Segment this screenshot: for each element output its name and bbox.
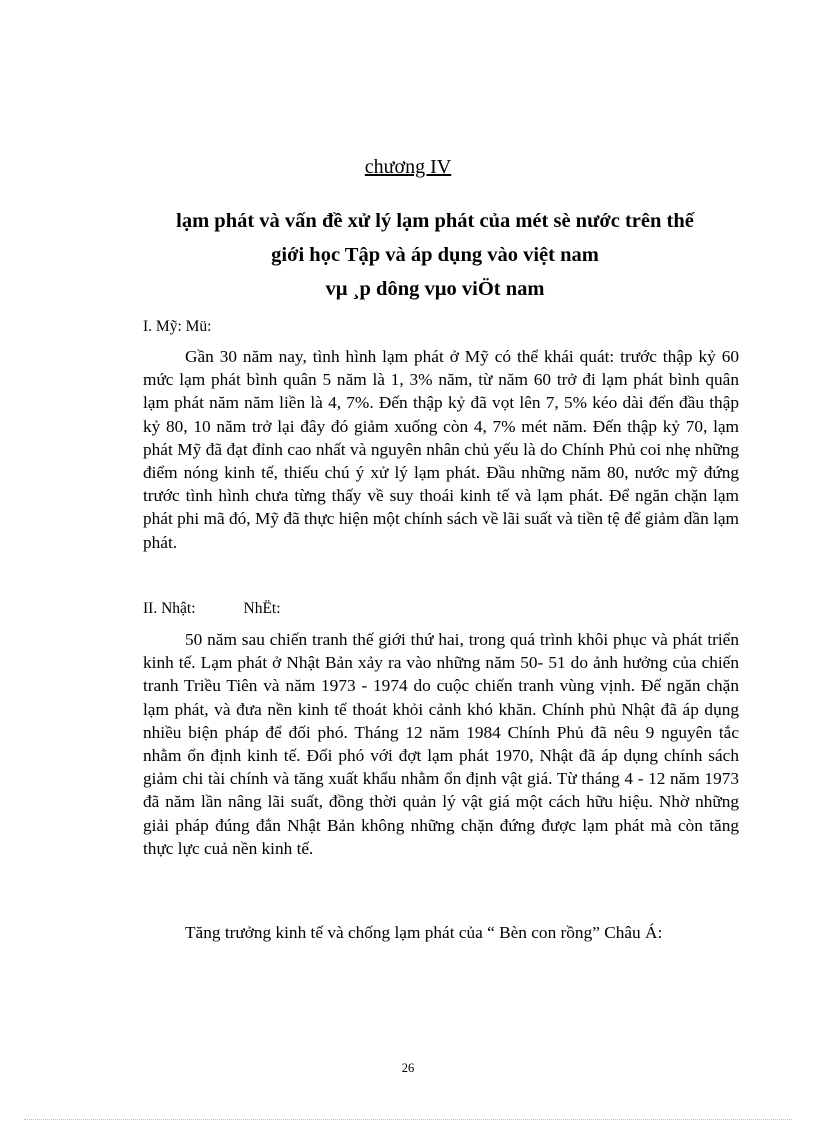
section-heading-usa — [143, 318, 211, 336]
paragraph-asian-dragons: Tăng trưởng kinh tế và chống lạm phát của “ Bèn con rồng” Châu Á: — [185, 923, 663, 942]
section-heading-label: II. Nhật: — [143, 600, 196, 617]
page-bottom-divider — [24, 1119, 792, 1120]
paragraph-japan: 50 năm sau chiến tranh thế giới thứ hai, trong quá trình khôi phục và phát triển kinh tế. Lạm phát ở Nhật Bản xảy ra vào những năm 50- 51 do ảnh hưởng của chiến tranh Triều Tiên và năm 1973 - 1974 do cuộc chiến tranh vùng vịnh. Để ngăn chặn lạm phát, và đưa nền kinh tế thoát khỏi cảnh khó khăn. Chính phủ Nhật đã áp dụng nhiều biện pháp để đối phó. Tháng 12 năm 1984 Chính Phủ đã nêu 9 nguyên tắc nhằm ổn định kinh tế. Đối phó với đợt lạm phát 1970, Nhật đã áp dụng chính sách giảm chi tài chính và tăng xuất khẩu nhằm ổn định vật giá. Từ tháng 4 - 12 năm 1973 đã năm lần nâng lãi suất, đồng thời quản lý vật giá một cách hữu hiệu. Nhờ những giải pháp đúng đắn Nhật Bản không những chặn đứng được lạm phát mà còn tăng thực lực cuả nền kinh tế. — [143, 630, 739, 858]
title-line-1: lạm phát và vấn đề xử lý lạm phát của mét sè nước trên thế — [176, 210, 694, 232]
title-line-2: giới học Tập và áp dụng vào việt nam — [271, 244, 599, 266]
chapter-heading: chương IV — [364, 156, 452, 178]
paragraph-usa: Gần 30 năm nay, tình hình lạm phát ở Mỹ có thể khái quát: trước thập kỷ 60 mức lạm phát bình quân 5 năm là 1, 3% năm, từ năm 60 trở đi lạm phát bình quân lạm phát năm năm liền là 4, 7%. Đến thập kỷ đã vọt lên 7, 5% kéo dài đến đầu thập kỷ 80, 10 năm trở lại đây đó giảm xuống còn 4, 7% mét năm. Đến thập kỷ 70, lạm phát Mỹ đã đạt đỉnh cao nhất và nguyên nhân chủ yếu là do Chính Phủ coi nhẹ những điểm nóng kinh tế, thiếu chú ý xử lý lạm phát. Đầu những năm 80, nước mỹ đứng trước tình hình chưa từng thấy về suy thoái kinh tế và lạm phát. Để ngăn chặn lạm phát phi mã đó, Mỹ đã thực hiện một chính sách về lãi suất và tiền tệ để giảm dần lạm phát. — [143, 347, 739, 552]
title-line-3: vµ ¸p dông vµo viÖt nam — [325, 278, 545, 300]
page-number: 26 — [401, 1061, 415, 1075]
chapter-title — [120, 204, 750, 306]
section-heading-sub: NhËt: — [243, 600, 281, 617]
section-heading-japan — [143, 600, 281, 618]
section-heading-label: I. Mỹ: Mü: — [143, 318, 212, 335]
